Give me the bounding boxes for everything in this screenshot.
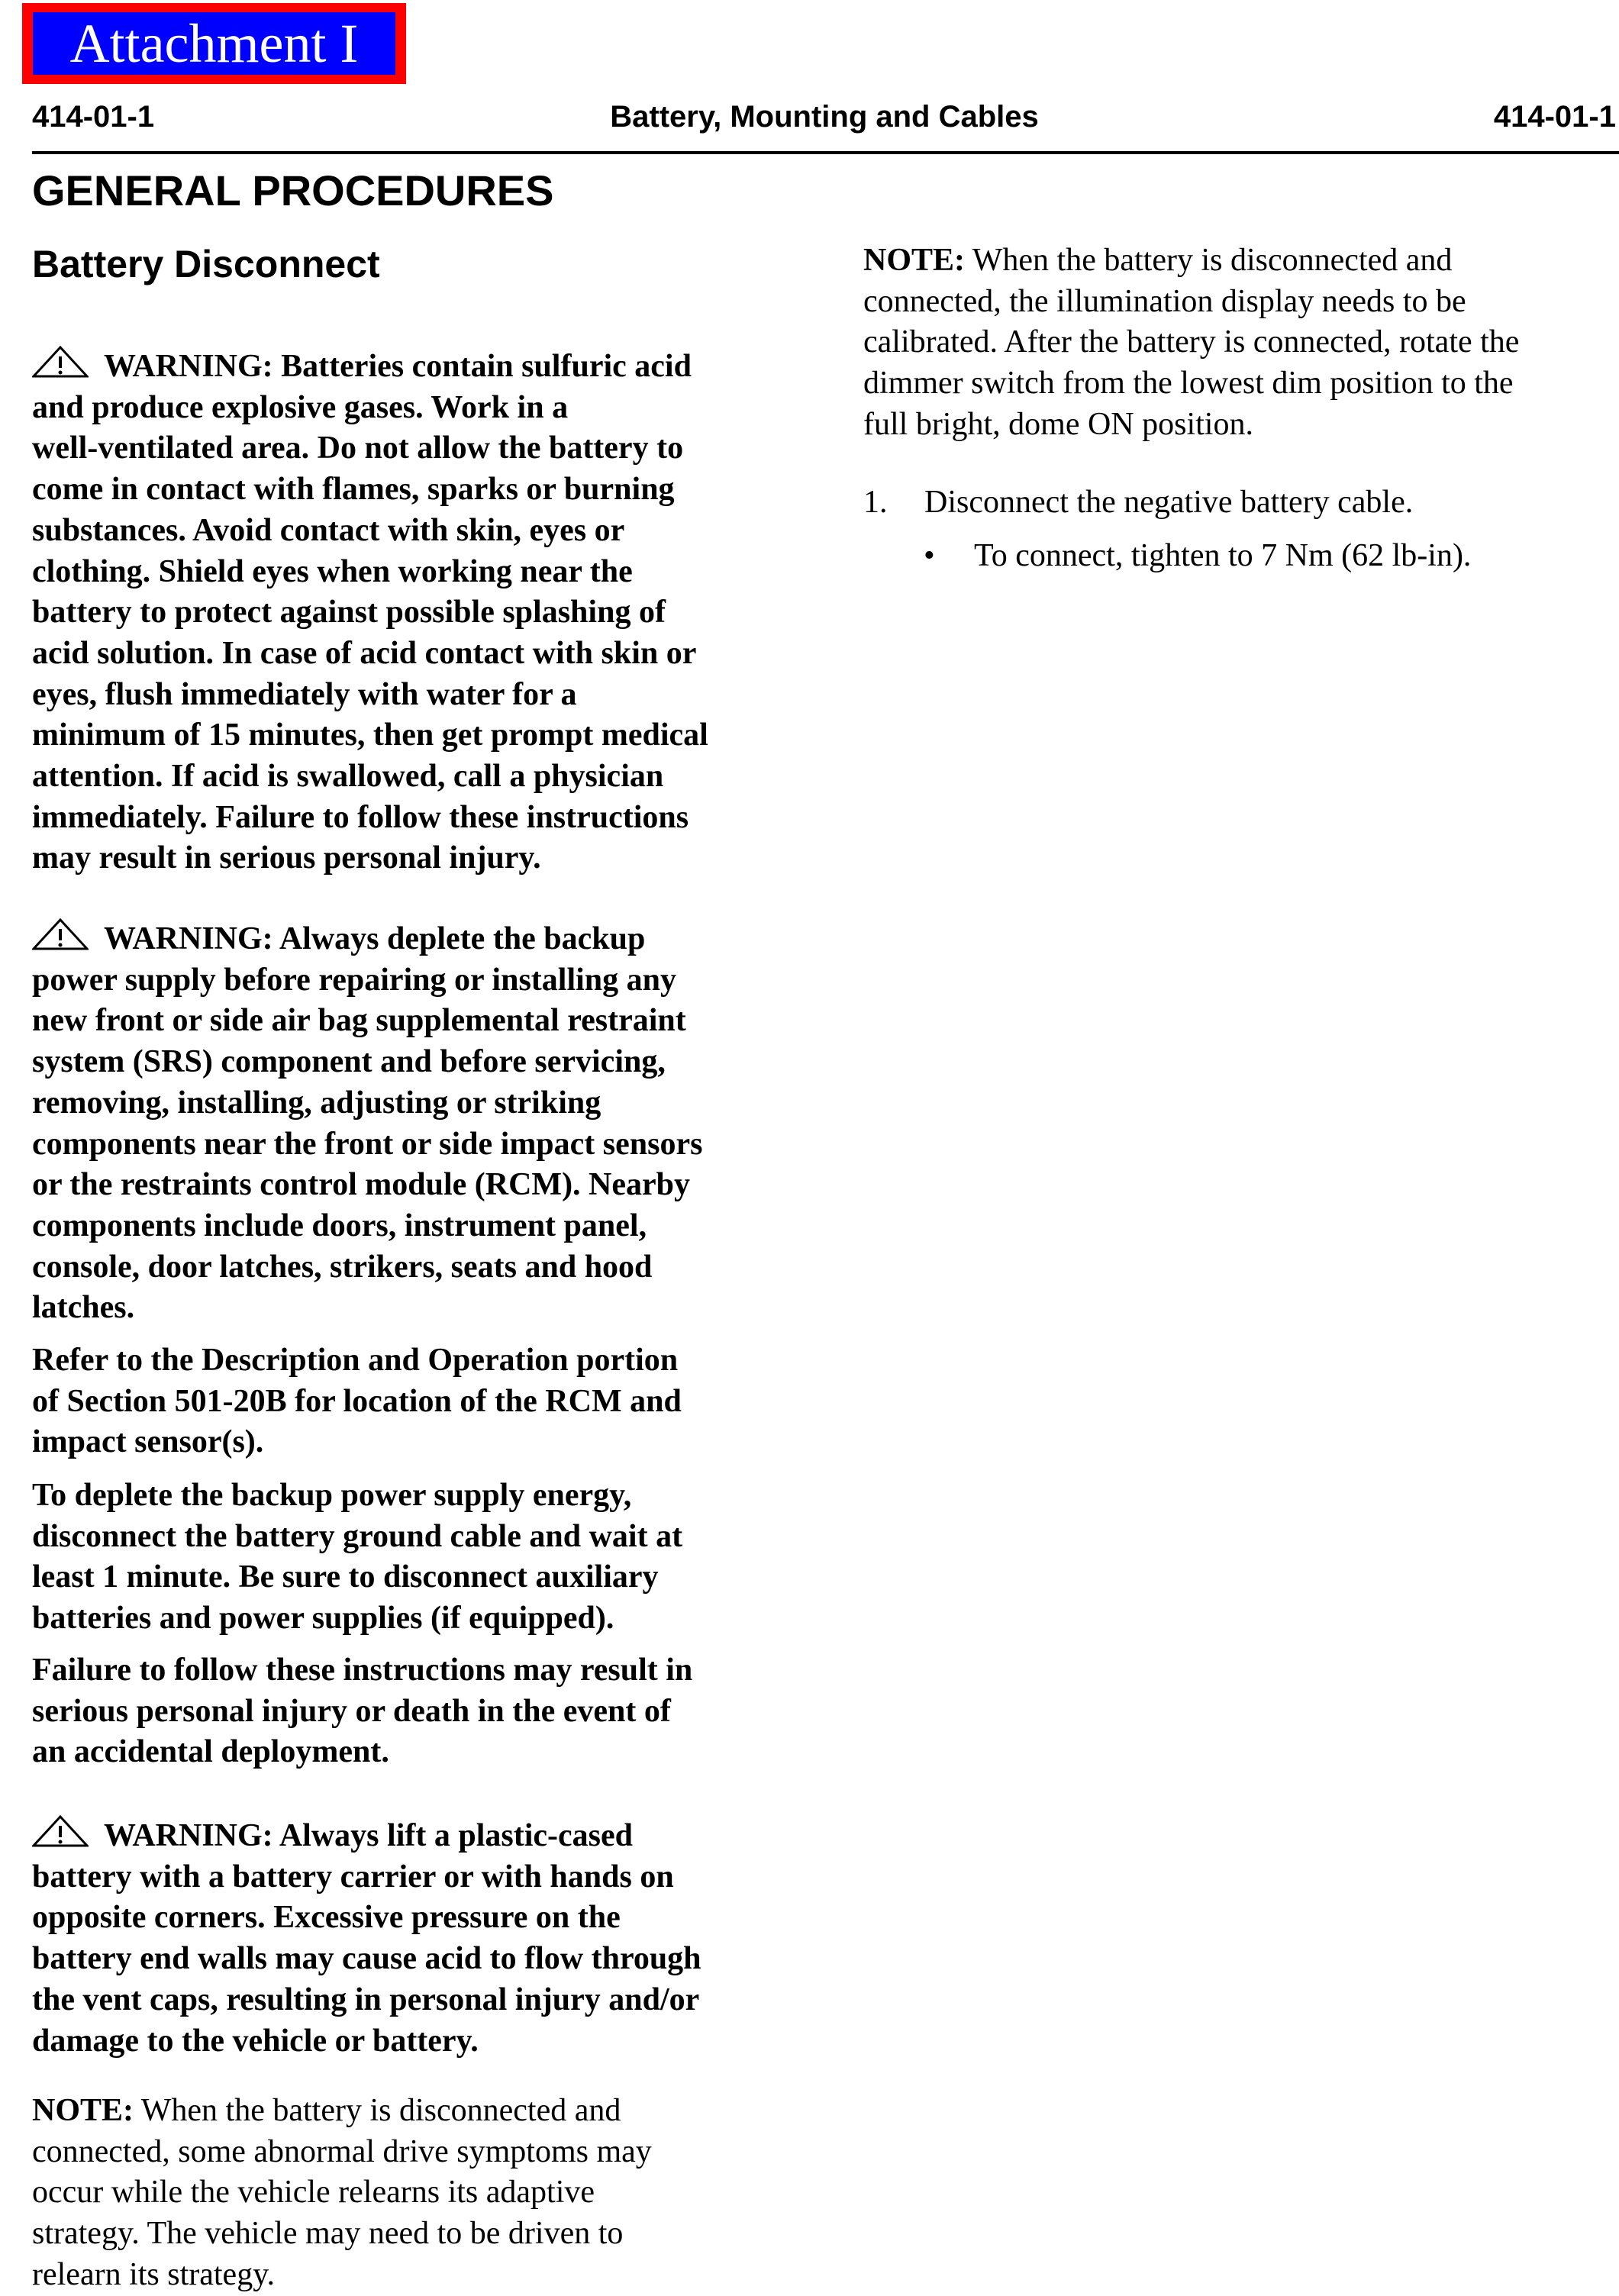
line-text: immediately. Failure to follow these instructions xyxy=(32,799,689,835)
line-text: occur while the vehicle relearns its adaptive xyxy=(32,2175,595,2211)
warning-triangle-icon xyxy=(32,918,89,950)
warning-block xyxy=(32,918,702,1329)
line-text: When the battery is disconnected and xyxy=(134,2093,621,2128)
text-line xyxy=(32,428,708,469)
text-line xyxy=(32,1517,682,1558)
text-line xyxy=(32,1475,682,1517)
line-text: strategy. The vehicle may need to be driven to xyxy=(32,2216,624,2252)
text-line: full bright, dome ON position. xyxy=(863,406,1253,442)
text-line xyxy=(32,960,702,1001)
line-text: come in contact with flames, sparks or burning xyxy=(32,472,675,508)
line-text: an accidental deployment. xyxy=(32,1734,389,1770)
text-line xyxy=(32,1650,692,1691)
line-text: WARNING: Batteries contain sulfuric acid xyxy=(104,349,692,384)
line-text: batteries and power supplies (if equipped). xyxy=(32,1601,614,1637)
text-line xyxy=(32,1165,702,1206)
line-text: eyes, flush immediately with water for a xyxy=(32,676,577,712)
text-line xyxy=(32,634,708,675)
text-line xyxy=(32,1422,682,1463)
line-text: damage to the vehicle or battery. xyxy=(32,2023,479,2059)
warning-triangle-icon xyxy=(32,1815,89,1847)
text-line xyxy=(32,592,708,634)
text-line: connected, the illumination display needs to be xyxy=(863,283,1466,319)
line-text: well-ventilated area. Do not allow the battery to xyxy=(32,430,684,466)
text-line xyxy=(32,1939,701,1980)
text-line xyxy=(32,1857,701,1898)
note-text: When the battery is disconnected and xyxy=(965,243,1453,278)
line-text: serious personal injury or death in the event of xyxy=(32,1693,671,1729)
text-line xyxy=(32,1815,701,1857)
line-text: battery with a battery carrier or with hands on xyxy=(32,1859,674,1895)
bullet-text: To connect, tighten to 7 Nm (62 lb-in). xyxy=(974,538,1472,573)
text-line xyxy=(32,1382,682,1423)
line-text: battery end walls may cause acid to flow through xyxy=(32,1941,701,1977)
text-line xyxy=(32,2214,652,2255)
warning-block xyxy=(32,1815,701,2062)
line-text: opposite corners. Excessive pressure on the xyxy=(32,1900,621,1936)
text-line xyxy=(32,675,708,716)
text-line xyxy=(32,2021,701,2062)
line-text: and produce explosive gases. Work in a xyxy=(32,389,569,425)
attachment-label-box xyxy=(22,3,406,84)
step-1 xyxy=(863,482,1414,524)
line-text: substances. Avoid contact with skin, eyes or xyxy=(32,512,625,548)
line-text: latches. xyxy=(32,1290,135,1326)
step-number: 1. xyxy=(863,485,888,520)
text-line xyxy=(32,2091,652,2132)
text-line xyxy=(32,838,708,879)
header-section-number-right: 414-01-1 xyxy=(1493,100,1616,134)
line-text: or the restraints control module (RCM). Nearby xyxy=(32,1167,691,1203)
line-text: system (SRS) component and before servicing, xyxy=(32,1044,666,1080)
text-paragraph xyxy=(32,1650,692,1773)
line-text: the vent caps, resulting in personal injury and/or xyxy=(32,1982,700,2017)
text-line xyxy=(32,2172,652,2214)
line-text: attention. If acid is swallowed, call a physician xyxy=(32,759,664,795)
text-line xyxy=(32,511,708,552)
line-text: removing, installing, adjusting or striking xyxy=(32,1085,601,1121)
section-title: GENERAL PROCEDURES xyxy=(32,166,554,214)
line-text: Failure to follow these instructions may result in xyxy=(32,1653,693,1688)
text-line xyxy=(32,2255,652,2296)
line-text: connected, some abnormal drive symptoms may xyxy=(32,2133,652,2169)
note-label: NOTE: xyxy=(863,243,966,278)
note-block xyxy=(32,2091,652,2296)
header-section-number-left: 414-01-1 xyxy=(32,100,155,134)
text-line xyxy=(32,1206,702,1247)
warning-block xyxy=(32,346,708,879)
line-text: console, door latches, strikers, seats and hood xyxy=(32,1249,653,1285)
text-line xyxy=(32,1340,682,1382)
text-line xyxy=(32,346,708,388)
text-line xyxy=(32,388,708,429)
subsection-title: Battery Disconnect xyxy=(32,243,380,285)
text-line xyxy=(32,469,708,511)
line-text: least 1 minute. Be sure to disconnect auxiliary xyxy=(32,1559,659,1595)
step-bullet xyxy=(924,536,1472,577)
line-text: of Section 501-20B for location of the RCM and xyxy=(32,1383,682,1419)
line-text: may result in serious personal injury. xyxy=(32,840,541,876)
header-divider xyxy=(32,151,1619,154)
bullet-icon: • xyxy=(924,538,935,573)
text-line xyxy=(32,798,708,839)
note-label: NOTE: xyxy=(32,2093,134,2128)
text-paragraph xyxy=(32,1340,682,1463)
line-text: Refer to the Description and Operation portion xyxy=(32,1343,679,1378)
warning-triangle-icon xyxy=(32,346,89,378)
line-text: WARNING: Always deplete the backup xyxy=(104,921,646,956)
text-line xyxy=(32,1557,682,1598)
text-line xyxy=(32,1247,702,1288)
line-text: battery to protect against possible splashing of xyxy=(32,595,666,630)
text-line: dimmer switch from the lowest dim position to the xyxy=(863,366,1514,401)
line-text: disconnect the battery ground cable and wait at xyxy=(32,1518,683,1554)
line-text: new front or side air bag supplemental restraint xyxy=(32,1003,686,1039)
text-line xyxy=(32,1083,702,1124)
text-line xyxy=(32,1288,702,1329)
text-line xyxy=(32,1598,682,1640)
line-text: acid solution. In case of acid contact with skin or xyxy=(32,635,697,671)
step-text: Disconnect the negative battery cable. xyxy=(924,485,1414,520)
text-line: calibrated. After the battery is connected, rotate the xyxy=(863,324,1520,360)
text-line xyxy=(32,552,708,593)
header-title: Battery, Mounting and Cables xyxy=(610,100,1039,134)
text-line xyxy=(32,2132,652,2173)
text-paragraph xyxy=(32,1475,682,1640)
text-line xyxy=(32,1732,692,1773)
line-text: components near the front or side impact sensors xyxy=(32,1126,703,1162)
text-line xyxy=(32,1124,702,1166)
text-line xyxy=(863,240,1519,282)
text-line xyxy=(32,715,708,756)
text-line xyxy=(32,1980,701,2021)
attachment-label: Attachment I xyxy=(33,12,395,75)
right-note xyxy=(863,240,1519,446)
text-line xyxy=(32,756,708,798)
text-line xyxy=(32,1042,702,1083)
line-text: relearn its strategy. xyxy=(32,2256,275,2292)
line-text: clothing. Shield eyes when working near the xyxy=(32,553,633,589)
line-text: components include doors, instrument panel, xyxy=(32,1208,647,1243)
line-text: WARNING: Always lift a plastic-cased xyxy=(104,1818,633,1853)
line-text: power supply before repairing or installing any xyxy=(32,962,676,998)
line-text: To deplete the backup power supply energy, xyxy=(32,1478,632,1513)
line-text: minimum of 15 minutes, then get prompt medical xyxy=(32,718,708,753)
text-line xyxy=(32,918,702,960)
text-line xyxy=(32,1898,701,1939)
text-line xyxy=(32,1001,702,1042)
line-text: impact sensor(s). xyxy=(32,1424,264,1460)
text-line xyxy=(32,1691,692,1733)
